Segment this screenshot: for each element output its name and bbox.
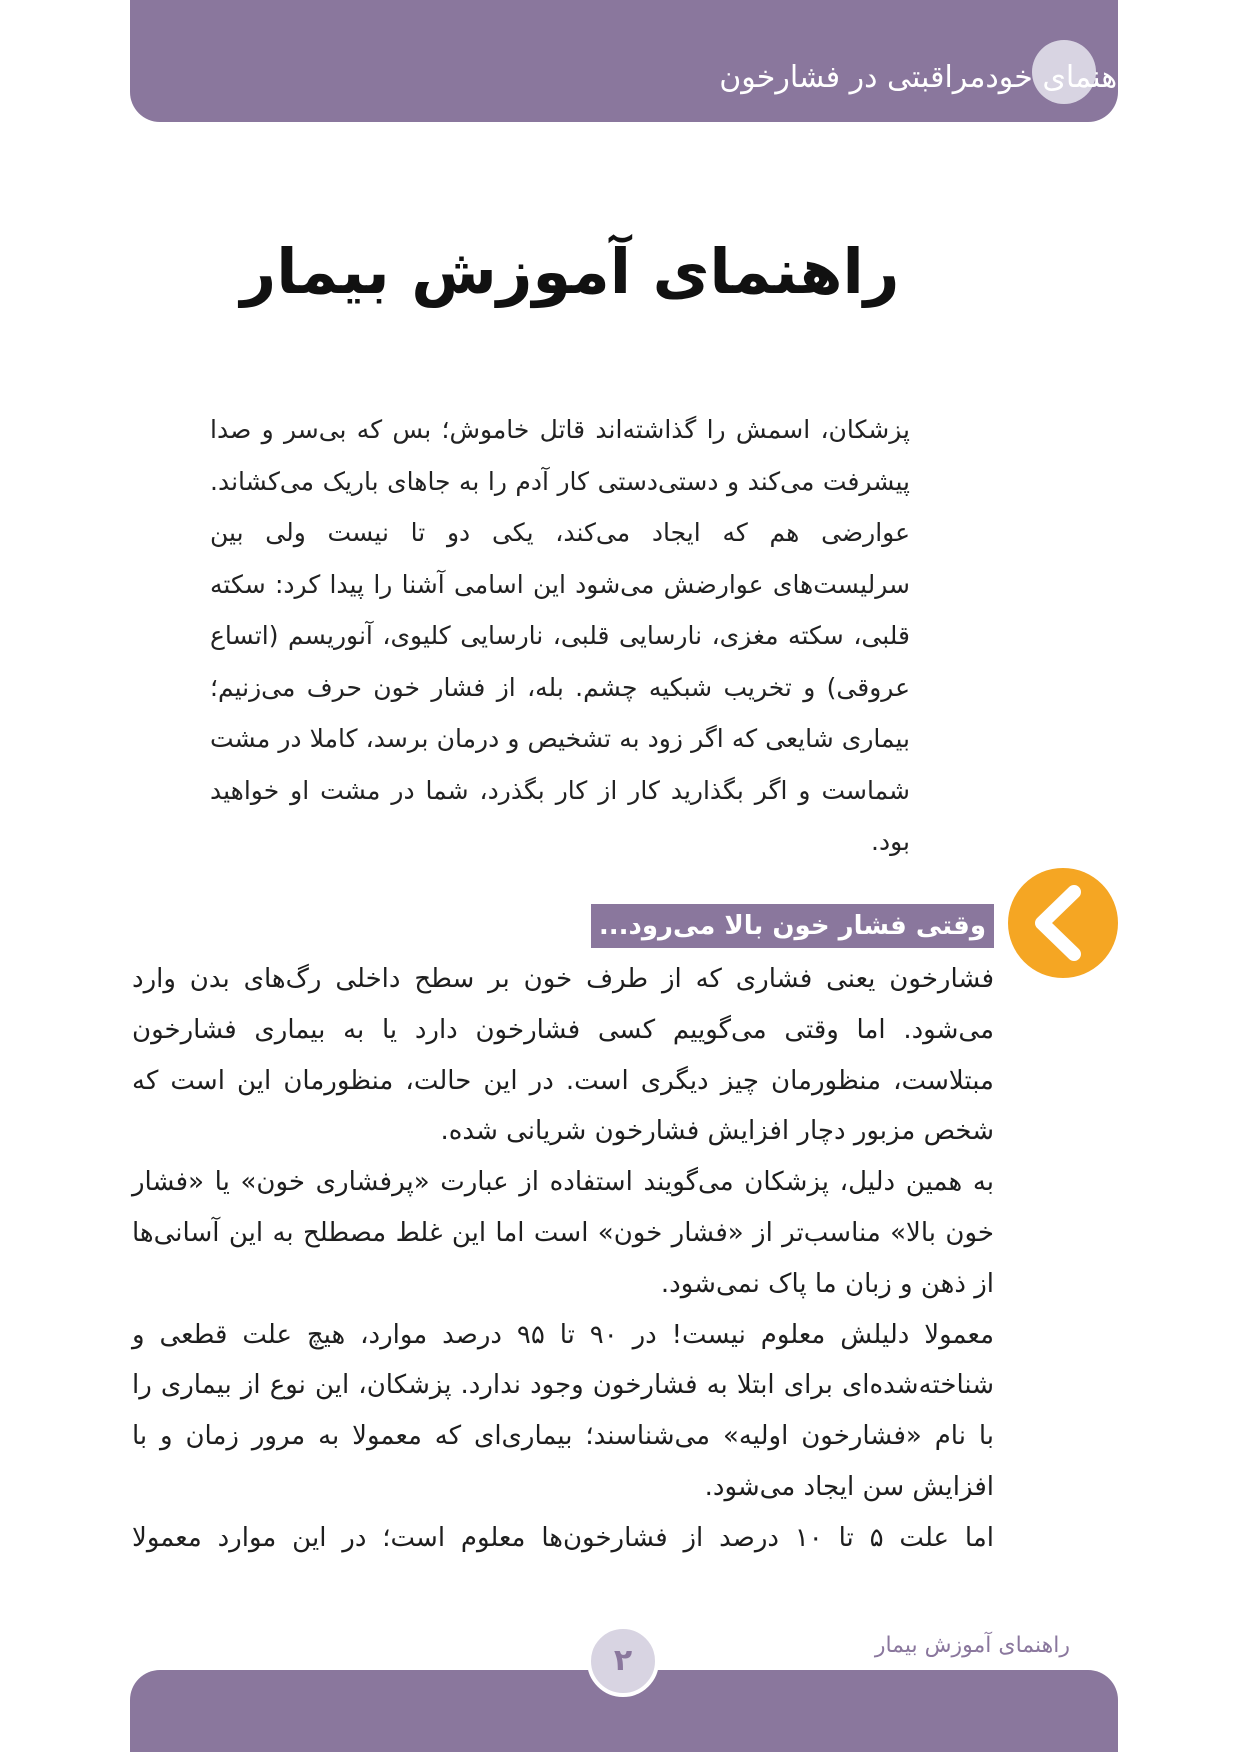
paragraph-2: به همین دلیل، پزشکان می‌گویند استفاده از عبارت «پرفشاری خون» یا «فشار خون بالا» مناسب‌تر از «فشار خون» است اما این غلط مصطلح به این آسانی‌ها از ذهن و زبان ما پاک نمی‌شود.	[132, 1167, 994, 1299]
header-title: راهنمای خودمراقبتی در فشارخون	[719, 60, 1140, 95]
paragraph-4: اما علت ۵ تا ۱۰ درصد از فشارخون‌ها معلوم است؛ در این موارد معمولا	[132, 1522, 994, 1553]
chevron-left-icon	[1008, 868, 1118, 978]
paragraph-1: فشارخون یعنی فشاری که از طرف خون بر سطح داخلی رگ‌های بدن وارد می‌شود. اما وقتی می‌گوییم کسی فشارخون دارد یا به بیماری فشارخون مبتلاست، منظورمان چیز دیگری است. در این حالت، منظورمان این است که شخص مزبور دچار افزایش فشارخون شریانی شده.	[132, 964, 994, 1147]
page-number: ۲	[587, 1625, 659, 1697]
paragraph-3: معمولا دلیلش معلوم نیست! در ۹۰ تا ۹۵ درصد موارد، هیچ علت قطعی و شناخته‌شده‌ای برای ابتلا به فشارخون وجود ندارد. پزشکان، این نوع از بیماری را با نام «فشارخون اولیه» می‌شناسند؛ بیماری‌ای که معمولا به مرور زمان و با افزایش سن ایجاد می‌شود.	[132, 1319, 994, 1502]
section-body	[132, 954, 994, 1564]
section-heading: وقتی فشار خون بالا می‌رود...	[591, 904, 994, 948]
footer-title: راهنمای آموزش بیمار	[874, 1633, 1070, 1658]
page-title: راهنمای آموزش بیمار	[240, 235, 900, 308]
intro-paragraph: پزشکان، اسمش را گذاشته‌اند قاتل خاموش؛ بس که بی‌سر و صدا پیشرفت می‌کند و دستی‌دستی کار آدم را به جاهای باریک می‌کشاند. عوارضی هم که ایجاد می‌کند، یکی دو تا نیست ولی بین سرلیست‌های عوارضش می‌شود این اسامی آشنا را پیدا کرد: سکته قلبی، سکته مغزی، نارسایی قلبی، نارسایی کلیوی، آنوریسم (اتساع عروقی) و تخریب شبکیه چشم. بله، از فشار خون حرف می‌زنیم؛ بیماری شایعی که اگر زود به تشخیص و درمان برسد، کاملا در مشت شماست و اگر بگذارید کار از کار بگذرد، شما در مشت او خواهید بود.	[210, 415, 910, 856]
